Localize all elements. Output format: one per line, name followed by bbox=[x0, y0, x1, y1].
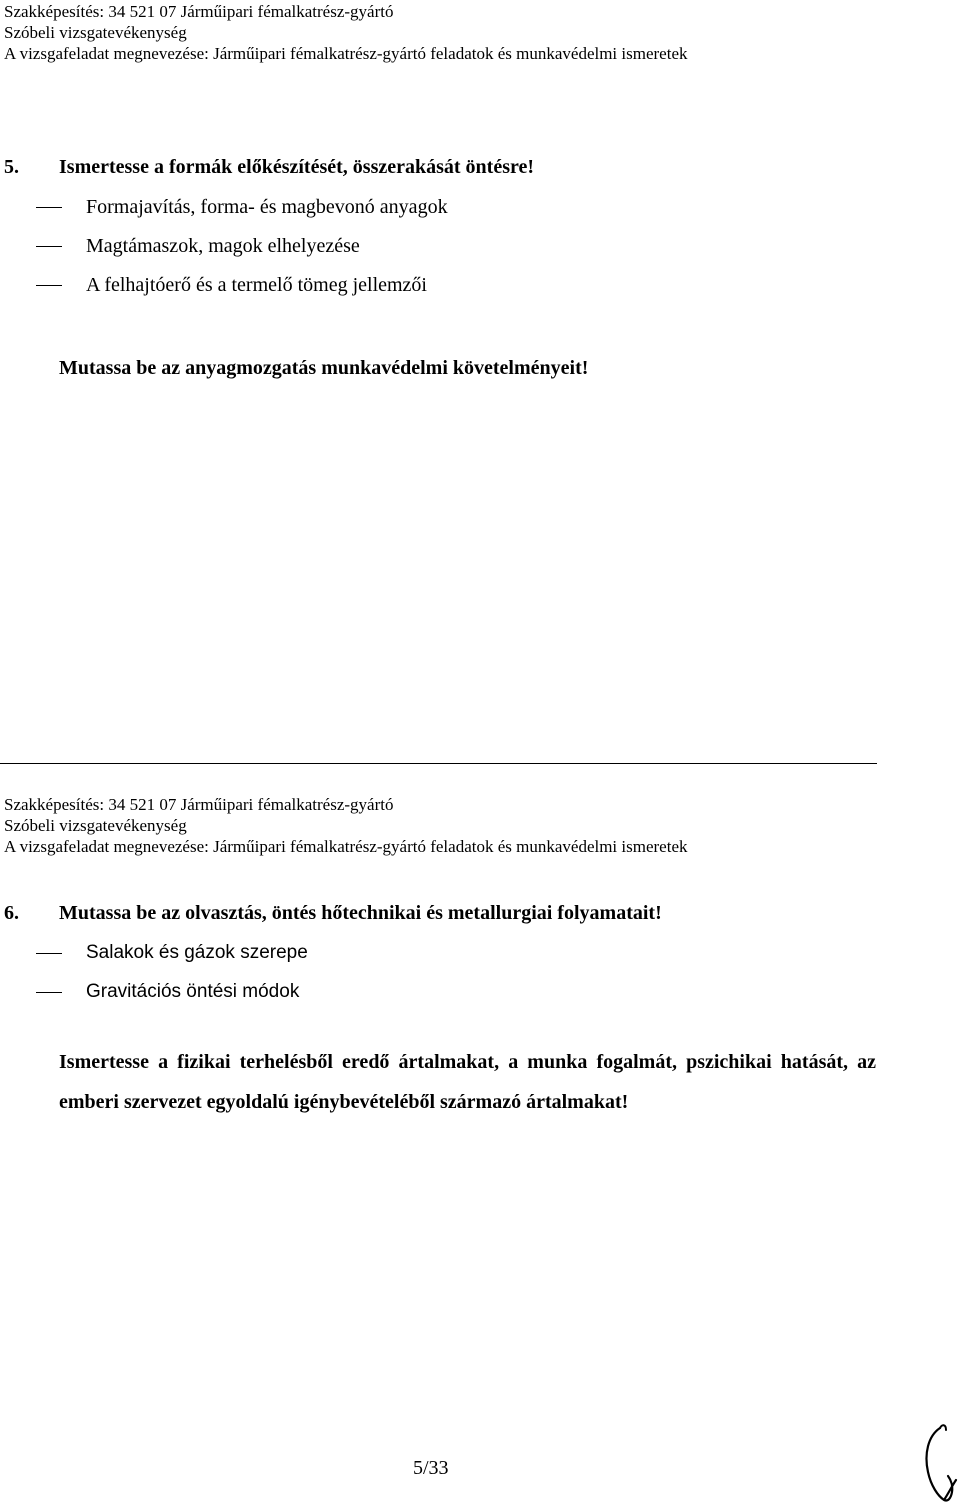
header-task-name: A vizsgafeladat megnevezése: Járműipari fémalkatrész-gyártó feladatok és munkavédelmi ismeretek bbox=[4, 837, 688, 856]
dash-bullet-icon bbox=[36, 992, 62, 993]
question-number: 5. bbox=[4, 156, 19, 178]
header-exam-type: Szóbeli vizsgatevékenység bbox=[4, 816, 187, 835]
document-header bbox=[4, 1, 688, 64]
page-divider bbox=[0, 763, 877, 764]
dash-bullet-icon bbox=[36, 207, 62, 208]
header-qualification: Szakképesítés: 34 521 07 Járműipari fémalkatrész-gyártó bbox=[4, 2, 394, 21]
question-6-title bbox=[4, 900, 662, 926]
question-number: 6. bbox=[4, 902, 19, 924]
bullet-text: Formajavítás, forma- és magbevonó anyagok bbox=[86, 196, 448, 218]
question-5-safety-task: Mutassa be az anyagmozgatás munkavédelmi követelményeit! bbox=[59, 357, 589, 379]
question-text: Mutassa be az olvasztás, öntés hőtechnikai és metallurgiai folyamatait! bbox=[59, 902, 662, 924]
dash-bullet-icon bbox=[36, 246, 62, 247]
signature-icon bbox=[918, 1420, 960, 1503]
bullet-text: Magtámaszok, magok elhelyezése bbox=[86, 235, 360, 257]
header-exam-type: Szóbeli vizsgatevékenység bbox=[4, 23, 187, 42]
bullet-text: A felhajtóerő és a termelő tömeg jellemzői bbox=[86, 274, 427, 296]
bullet-text: Salakok és gázok szerepe bbox=[86, 942, 308, 963]
header-qualification: Szakképesítés: 34 521 07 Járműipari fémalkatrész-gyártó bbox=[4, 795, 394, 814]
dash-bullet-icon bbox=[36, 953, 62, 954]
question-text: Ismertesse a formák előkészítését, összerakását öntésre! bbox=[59, 156, 535, 178]
question-6-safety-task: Ismertesse a fizikai terhelésből eredő ártalmakat, a munka fogalmát, pszichikai hatását, az emberi szervezet egyoldalú igénybevételéből származó ártalmakat! bbox=[59, 1051, 876, 1113]
document-header bbox=[4, 794, 688, 857]
bullet-text: Gravitációs öntési módok bbox=[86, 981, 300, 1002]
page-number: 5/33 bbox=[413, 1457, 449, 1479]
dash-bullet-icon bbox=[36, 285, 62, 286]
question-5-title bbox=[4, 154, 534, 180]
header-task-name: A vizsgafeladat megnevezése: Járműipari fémalkatrész-gyártó feladatok és munkavédelmi ismeretek bbox=[4, 44, 688, 63]
